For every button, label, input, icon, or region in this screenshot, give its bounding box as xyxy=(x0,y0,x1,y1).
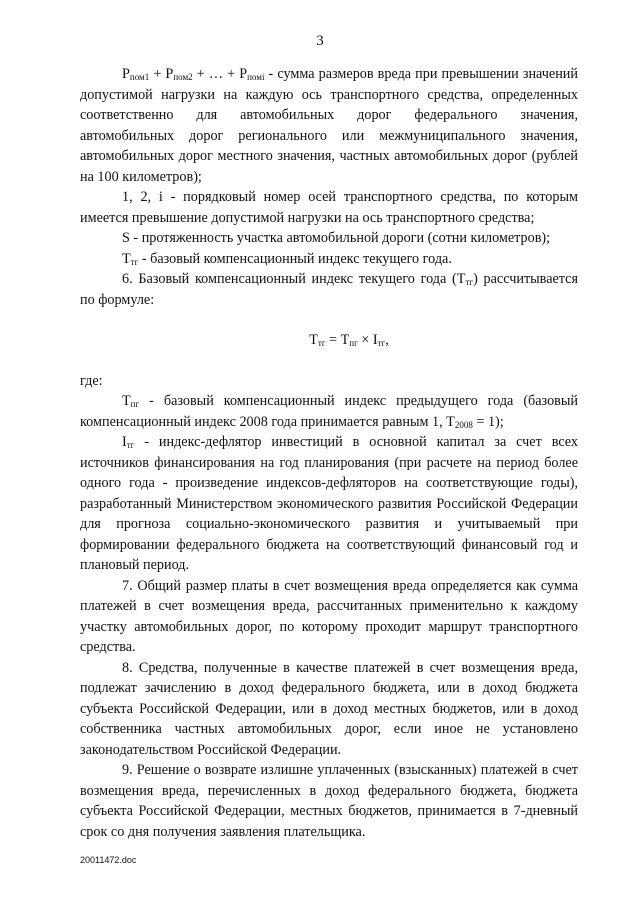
file-name-footer: 20011472.doc xyxy=(80,855,137,865)
paragraph-damage-sum: $Р_{пом1} + Р_{пом2}$ + … + $Р_{помi}$ - сумма размеров вреда при превышении значений допустимой нагрузки на каждую ось транспортного средства, определенных соответственно для автомобильных дорог федерального значения, автомобильных дорог регионального или межмуниципального значения, автомобильных дорог местного значения, частных автомобильных дорог (рублей на 100 километров); xyxy=(80,66,578,185)
paragraph-axle-numbers: 1, 2, i - порядковый номер осей транспортного средства, по которым имеется превышение допустимой нагрузки на ось транспортного средства; xyxy=(80,189,578,226)
document-body xyxy=(80,64,578,842)
paragraph-road-length: S - протяженность участка автомобильной дороги (сотни километров); xyxy=(122,230,551,246)
paragraph-deflator: $I_{тг}$ - индекс-дефлятор инвестиций в основной капитал за счет всех источников финансирования на год планирования (при расчете на период более одного года - произведение индексов-дефляторов на соответствующие годы), разработанный Министерством экономического развития Российской Федерации для прогноза социально-экономического развития и учитываемый при формировании федерального бюджета на соответствующий финансовый год и плановый период. xyxy=(80,434,578,573)
where-label: где: xyxy=(80,372,103,389)
paragraph-current-index: $Т_{тг}$ - базовый компенсационный индекс текущего года. xyxy=(122,250,452,267)
paragraph-previous-index: $Т_{пг}$ - базовый компенсационный индекс предыдущего года (базовый компенсационный индекс 2008 года принимается равным 1, $Т_{2008} = 1$); xyxy=(80,393,578,430)
paragraph-item-7: 7. Общий размер платы в счет возмещения вреда определяется как сумма платежей в счет возмещения вреда, рассчитанных применительно к каждому участку автомобильных дорог, по которому проходит маршрут транспортного средства. xyxy=(80,577,578,655)
paragraph-item-6: 6. Базовый компенсационный индекс текущего года $(Т_{тг})$ рассчитывается по формуле: xyxy=(80,271,578,308)
formula: $Т_{тг} = Т_{пг} \times I_{тг}$, xyxy=(309,332,389,348)
paragraph-item-9: 9. Решение о возврате излишне уплаченных (взысканных) платежей в счет возмещения вреда, перечисленных в доход федерального бюджета, бюджета субъекта Российской Федерации, местных бюджетов, принимается в 7-дневный срок со дня получения заявления плательщика. xyxy=(80,762,578,840)
paragraph-item-8: 8. Средства, полученные в качестве платежей в счет возмещения вреда, подлежат зачислению в доход федерального бюджета, или в доход бюджета субъекта Российской Федерации, или в доход местных бюджетов, или в доход собственника частных автомобильных дорог, если иное не установлено законодательством Российской Федерации. xyxy=(80,659,578,758)
page-number: 3 xyxy=(316,33,324,49)
